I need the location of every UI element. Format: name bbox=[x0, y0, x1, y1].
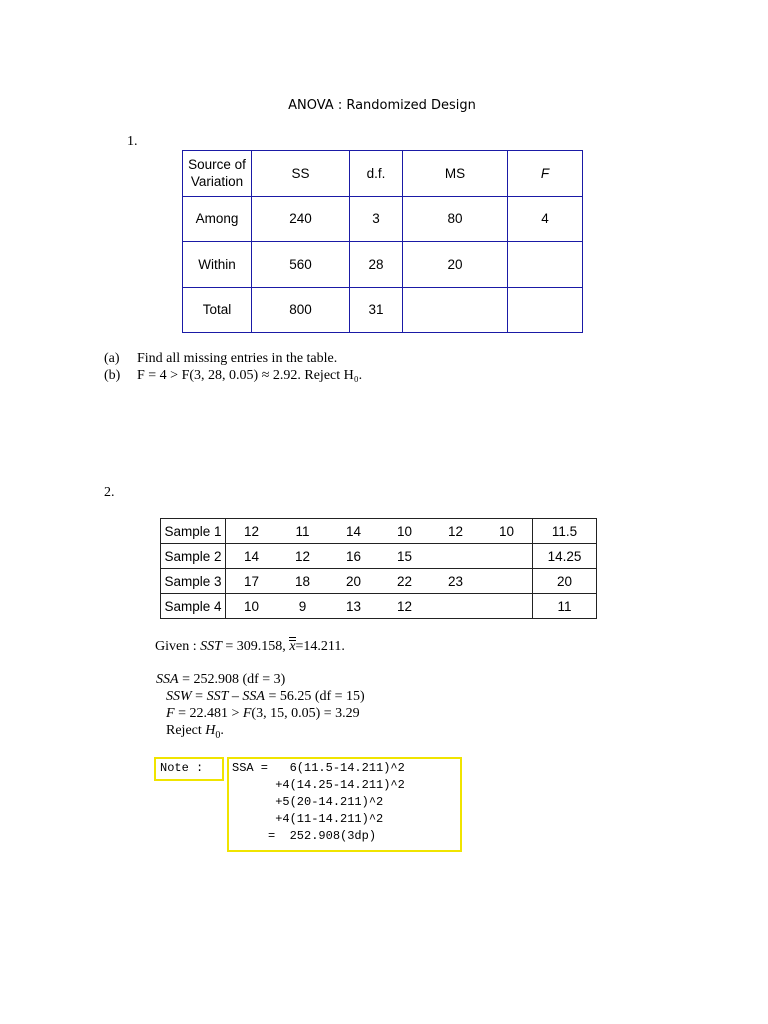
df-cell: 3 bbox=[350, 196, 403, 242]
sample-name-cell: Sample 4 bbox=[161, 594, 226, 619]
note-label: Note : bbox=[160, 761, 204, 775]
value-cell: 17 bbox=[226, 569, 278, 594]
df-cell: 28 bbox=[350, 242, 403, 288]
value-cell: 20 bbox=[328, 569, 379, 594]
header-ms: MS bbox=[403, 151, 508, 197]
reject-line bbox=[166, 722, 224, 744]
ss-cell: 560 bbox=[252, 242, 350, 288]
calc-line: = 252.908(3dp) bbox=[232, 829, 377, 843]
value-cell: 11 bbox=[277, 519, 328, 544]
value-cell: 22 bbox=[379, 569, 430, 594]
mean-cell: 11 bbox=[533, 594, 597, 619]
calculation-box bbox=[227, 757, 462, 852]
value-cell: 13 bbox=[328, 594, 379, 619]
grand-mean-value: =14.211. bbox=[295, 639, 345, 654]
table-header-row bbox=[183, 151, 583, 197]
calc-line: +4(11-14.211)^2 bbox=[232, 812, 384, 826]
table-row bbox=[183, 287, 583, 333]
value-cell: 14 bbox=[328, 519, 379, 544]
sample-name-cell: Sample 3 bbox=[161, 569, 226, 594]
reject-end: . bbox=[220, 723, 224, 738]
header-source bbox=[183, 151, 252, 197]
f-line bbox=[166, 705, 360, 722]
calc-line: +4(14.25-14.211)^2 bbox=[232, 778, 405, 792]
table-row bbox=[161, 569, 597, 594]
f-cell: 4 bbox=[508, 196, 583, 242]
value-cell: 18 bbox=[277, 569, 328, 594]
part-b bbox=[104, 367, 362, 384]
header-ss: SS bbox=[252, 151, 350, 197]
sample-name-cell: Sample 1 bbox=[161, 519, 226, 544]
ms-cell: 80 bbox=[403, 196, 508, 242]
ss-cell: 240 bbox=[252, 196, 350, 242]
anova-table bbox=[182, 150, 583, 333]
row-source-cell: Total bbox=[183, 287, 252, 333]
grand-mean-symbol: x bbox=[289, 639, 296, 654]
reject-h: H bbox=[205, 723, 216, 738]
mean-cell: 14.25 bbox=[533, 544, 597, 569]
value-cell: 23 bbox=[430, 569, 481, 594]
part-b-text: F = 4 > F(3, 28, 0.05) ≈ 2.92. Reject H₀. bbox=[137, 368, 363, 383]
value-cell bbox=[481, 569, 533, 594]
reject-sub: 0 bbox=[215, 729, 221, 741]
ssw-eq: = bbox=[191, 689, 207, 704]
f-mid: = 22.481 > bbox=[174, 706, 243, 721]
ms-cell bbox=[403, 287, 508, 333]
header-source-label: Source of Variation bbox=[188, 157, 246, 190]
note-box bbox=[154, 757, 224, 781]
row-source-cell: Within bbox=[183, 242, 252, 288]
value-cell bbox=[430, 544, 481, 569]
sst-label: SST bbox=[200, 639, 222, 654]
page-title: ANOVA : Randomized Design bbox=[288, 98, 476, 113]
f-label-2: F bbox=[242, 706, 252, 721]
value-cell bbox=[481, 594, 533, 619]
value-cell: 12 bbox=[277, 544, 328, 569]
mean-cell: 11.5 bbox=[533, 519, 597, 544]
ss-cell: 800 bbox=[252, 287, 350, 333]
value-cell bbox=[430, 594, 481, 619]
question-2-number: 2. bbox=[104, 485, 115, 500]
question-1-number: 1. bbox=[127, 134, 138, 149]
ssw-ssa: SSA bbox=[242, 689, 265, 704]
table-row bbox=[183, 242, 583, 288]
ssw-value: = 56.25 (df = 15) bbox=[264, 689, 365, 704]
ssw-sst: SST bbox=[206, 689, 229, 704]
f-value: (3, 15, 0.05) = 3.29 bbox=[251, 706, 360, 721]
f-cell bbox=[508, 287, 583, 333]
table-row bbox=[161, 544, 597, 569]
value-cell: 10 bbox=[226, 594, 278, 619]
part-a bbox=[104, 350, 337, 367]
table-row bbox=[161, 594, 597, 619]
ssw-minus: – bbox=[228, 689, 243, 704]
ssa-value: = 252.908 (df = 3) bbox=[178, 672, 286, 687]
df-cell: 31 bbox=[350, 287, 403, 333]
table-row bbox=[183, 196, 583, 242]
header-df: d.f. bbox=[350, 151, 403, 197]
f-label: F bbox=[166, 706, 175, 721]
value-cell: 12 bbox=[379, 594, 430, 619]
given-line bbox=[155, 638, 345, 655]
sample-name-cell: Sample 2 bbox=[161, 544, 226, 569]
part-b-label: (b) bbox=[104, 368, 121, 383]
value-cell: 12 bbox=[430, 519, 481, 544]
value-cell: 16 bbox=[328, 544, 379, 569]
ssw-line bbox=[166, 688, 365, 705]
value-cell: 12 bbox=[226, 519, 278, 544]
sst-value: = 309.158, bbox=[221, 639, 286, 654]
calc-line: +5(20-14.211)^2 bbox=[232, 795, 384, 809]
row-source-cell: Among bbox=[183, 196, 252, 242]
value-cell: 14 bbox=[226, 544, 278, 569]
value-cell: 10 bbox=[481, 519, 533, 544]
ssa-line bbox=[156, 671, 285, 688]
ssw-label: SSW bbox=[166, 689, 192, 704]
value-cell bbox=[481, 544, 533, 569]
part-a-label: (a) bbox=[104, 351, 120, 366]
samples-table bbox=[160, 518, 597, 619]
table-row bbox=[161, 519, 597, 544]
value-cell: 10 bbox=[379, 519, 430, 544]
part-a-text: Find all missing entries in the table. bbox=[137, 351, 338, 366]
ssa-label: SSA bbox=[156, 672, 179, 687]
given-prefix: Given : bbox=[155, 639, 197, 654]
header-f: F bbox=[508, 151, 583, 197]
ms-cell: 20 bbox=[403, 242, 508, 288]
f-cell bbox=[508, 242, 583, 288]
value-cell: 9 bbox=[277, 594, 328, 619]
reject-text: Reject bbox=[166, 723, 206, 738]
calc-line: SSA = 6(11.5-14.211)^2 bbox=[232, 761, 405, 775]
value-cell: 15 bbox=[379, 544, 430, 569]
mean-cell: 20 bbox=[533, 569, 597, 594]
